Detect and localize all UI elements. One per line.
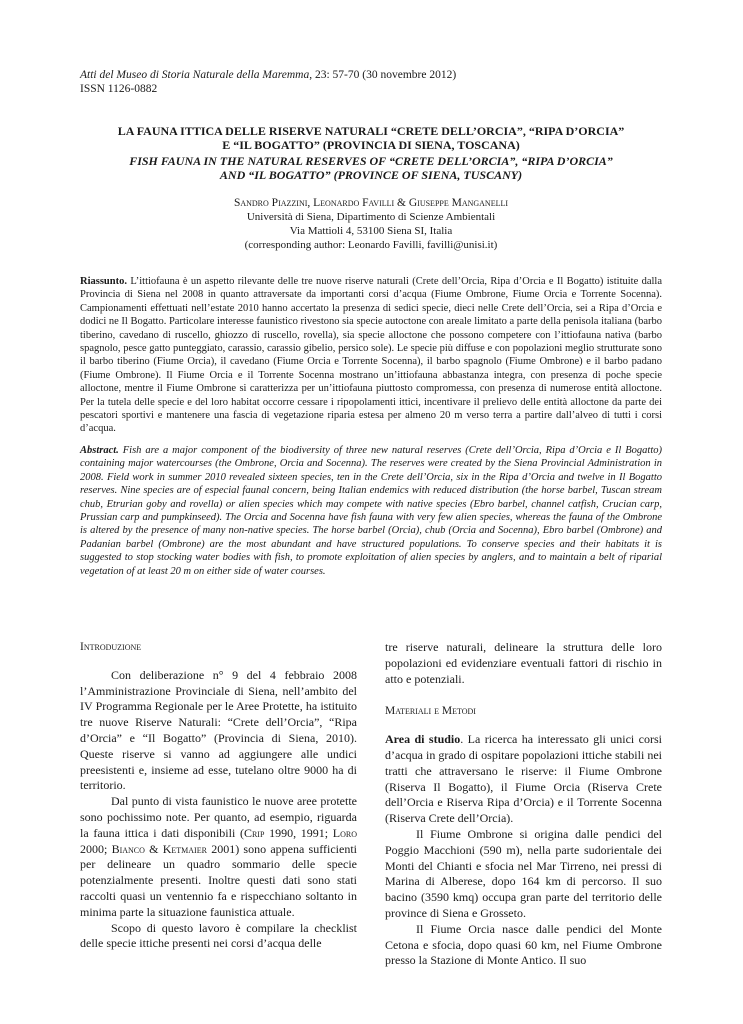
- section-heading-introduzione: Introduzione: [80, 641, 142, 653]
- authors: Sandro Piazzini, Leonardo Favilli & Giuseppe Manganelli: [233, 197, 509, 209]
- title-italian-line-2: E “IL BOGATTO” (PROVINCIA DI SIENA, TOSCANA): [222, 138, 520, 152]
- abstract: [80, 444, 662, 578]
- affiliation-line-2: Via Mattioli 4, 53100 Siena SI, Italia: [289, 225, 453, 237]
- citation-bianco-ketmaier: Bianco & Ketmaier: [111, 841, 207, 856]
- text-run: 2001) sono appena sufficienti per delineare un quadro sommario delle specie potenzialmente presenti. Inoltre questi dati sono stati raccolti quasi un ventennio fa e rispecchiano soltanto in minima parte la situazione faunistica attuale.: [80, 841, 357, 919]
- paper-page: [80, 68, 662, 968]
- title-italian-line-1: LA FAUNA ITTICA DELLE RISERVE NATURALI “CRETE DELL’ORCIA”, “RIPA D’ORCIA”: [117, 124, 625, 138]
- paragraph: Il Fiume Orcia nasce dalle pendici del Monte Cetona e sfocia, dopo quasi 60 km, nel Fiume Ombrone presso la Stazione di Monte Antico. Il suo: [385, 921, 662, 968]
- spacer: [385, 687, 662, 704]
- title-english-line-2: AND “IL BOGATTO” (PROVINCE OF SIENA, TUSCANY): [219, 168, 523, 182]
- left-column: [80, 640, 357, 952]
- paragraph: Scopo di questo lavoro è compilare la checklist delle specie ittiche presenti nei corsi d’acqua delle: [80, 920, 357, 951]
- title-italian: [80, 124, 662, 152]
- right-column: [385, 640, 662, 969]
- issn: ISSN 1126-0882: [80, 83, 158, 95]
- riassunto: [80, 275, 662, 436]
- affiliation-line-1: Università di Siena, Dipartimento di Scienze Ambientali: [246, 211, 496, 223]
- citation-crip: Crip: [243, 825, 265, 840]
- section-heading-materiali-metodi: Materiali e Metodi: [385, 705, 476, 718]
- text-run: . La ricerca ha interessato gli unici corsi d’acqua in grado di ospitare popolazioni ittiche stabili nei tratti che attraversano le riserve: il Fiume Ombrone (Riserva Il Bogatto), il Fiume Orcia (Riserva Crete dell’Orcia e Riserva Ripa d’Orcia) e il Torrente Socenna (Riserva Crete dell’Orcia).: [385, 732, 662, 826]
- paragraph: Il Fiume Ombrone si origina dalle pendici del Poggio Macchioni (590 m), nella parte sudorientale dei Monti del Chianti e sfocia nel Mar Tirreno, nei pressi di Marina di Alberese, dopo 164 km di percorso. Il suo bacino (3590 kmq) occupa gran parte del territorio delle province di Siena e Grosseto.: [385, 826, 662, 920]
- title-english: [80, 154, 662, 182]
- affiliation: [80, 210, 662, 252]
- affiliation-line-3: (corresponding author: Leonardo Favilli, favilli@unisi.it): [244, 239, 498, 251]
- abstract-label: Abstract.: [80, 444, 119, 456]
- text-run: 2000;: [80, 841, 112, 856]
- paragraph: [80, 794, 357, 920]
- riassunto-text: L’ittiofauna è un aspetto rilevante delle tre nuove riserve naturali (Crete dell’Orcia, Ripa d’Orcia e Il Bogatto) istituite dalla Provincia di Siena nel 2008 in quanto attraversate da importanti corsi d’acqua (Fiume Ombrone, Fiume Orcia e Torrente Socenna). Campionamenti effettuati nell’estate 2010 hanno accertato la presenza di sedici specie, dieci nelle Crete dell’Orcia, sei a Ripa d’Orcia e dodici ne Il Bogatto. Particolare interesse faunistico rivestono sia specie autoctone con areale limitato a parte della penisola italiana (barbo tiberino, cavedano di ruscello, ghiozzo di ruscello, rovella), sia specie alloctone che possono competere con l’ittiofauna nativa (barbo spagnolo, pesce gatto punteggiato, carassio, carassio gibelio, persico sole). Le specie più diffuse e con popolazioni meglio strutturate sono il barbo tiberino (Fiume Orcia), il cavedano (Fiume Orcia e Torrente Socenna), il barbo spagnolo (Fiume Ombrone) e il barbo padano (Fiume Ombrone). Il Fiume Orcia e il Torrente Socenna mostrano un’ittiofauna abbastanza integra, con presenza di poche specie alloctone, mentre il Fiume Ombrone si caratterizza per un’ittiofauna piuttosto compromessa, con presenza di numerose entità alloctone. Per la tutela delle specie e del loro habitat occorre cessare i ripopolamenti ittici, incentivare il prelievo delle entità alloctone da parte dei pescatori sportivi e mantenere una fascia di vegetazione ripariа estesa per almeno 20 m verso terra a partire dall’alveo di tutti i corsi d’acqua.: [80, 276, 662, 435]
- riassunto-label: Riassunto.: [80, 276, 127, 287]
- journal-name: Atti del Museo di Storia Naturale della Maremma: [80, 69, 310, 81]
- citation-loro: Loro: [332, 825, 357, 840]
- title-english-line-1: FISH FAUNA IN THE NATURAL RESERVES OF “CRETE DELL’ORCIA”, “RIPA D’ORCIA”: [129, 154, 613, 168]
- text-run: Dal punto di vista faunistico le nuove aree protette sono pochissimo note. Per quanto, ad esempio, riguarda la fauna ittica i dati disponibili (: [80, 794, 357, 840]
- paragraph: tre riserve naturali, delineare la struttura delle loro popolazioni ed evidenziare eventuali fattori di rischio in atto e potenziali.: [385, 640, 662, 686]
- text-run: 1990, 1991;: [264, 825, 333, 840]
- journal-volume: , 23: 57-70 (30 novembre 2012): [309, 69, 457, 81]
- subsection-area-di-studio: Area di studio: [385, 732, 461, 747]
- paragraph: [385, 732, 662, 827]
- journal-citation: [80, 68, 662, 82]
- paragraph: Con deliberazione n° 9 del 4 febbraio 2008 l’Amministrazione Provinciale di Siena, nell’ambito del IV Programma Regionale per le Aree Protette, ha istituito tre nuove Riserve Naturali: “Crete dell’Orcia”, “Ripa d’Orcia” e “Il Bogatto” (Provincia di Siena, 2010). Queste riserve si vanno ad aggiungere alle undici preesistenti e, insieme ad esse, tutelano oltre 9000 ha di territorio.: [80, 667, 357, 793]
- abstract-text: Fish are a major component of the biodiversity of three new natural reserves (Crete dell’Orcia, Ripa d’Orcia e Il Bogatto) containing major watercourses (the Ombrone, Orcia and Socenna). The reserves were created by the Siena Provincial Administration in 2008. Field work in summer 2010 revealed sixteen species, ten in the Crete dell’Orcia, six in the Ripa d’Orcia and twelve in Il Bogatto reserves. Nine species are of especial faunal concern, being Italian endemics with reduced distribution (the horse barbel, Tuscan stream chub, Etrurian goby and rovella) or alien species which may compete with native species (Ebro barbel, channel catfish, Crucian carp, Prussian carp and pumpkinseed). The Orcia and Socenna have fish fauna with very few alien species, whereas the fauna of the Ombrone is altered by the presence of many non-native species. The horse barbel (Orcia), chub (Orcia and Socenna), Ebro barbel (Ombrone) and Padanian barbel (Ombrone) are the most abundant and have structured populations. To conserve species and their habitats it is suggested to stop stocking water bodies with fish, to promote exploitation of alien species by anglers, and to maintain a belt of riparial vegetation of at least 20 m on either side of water courses.: [80, 444, 662, 577]
